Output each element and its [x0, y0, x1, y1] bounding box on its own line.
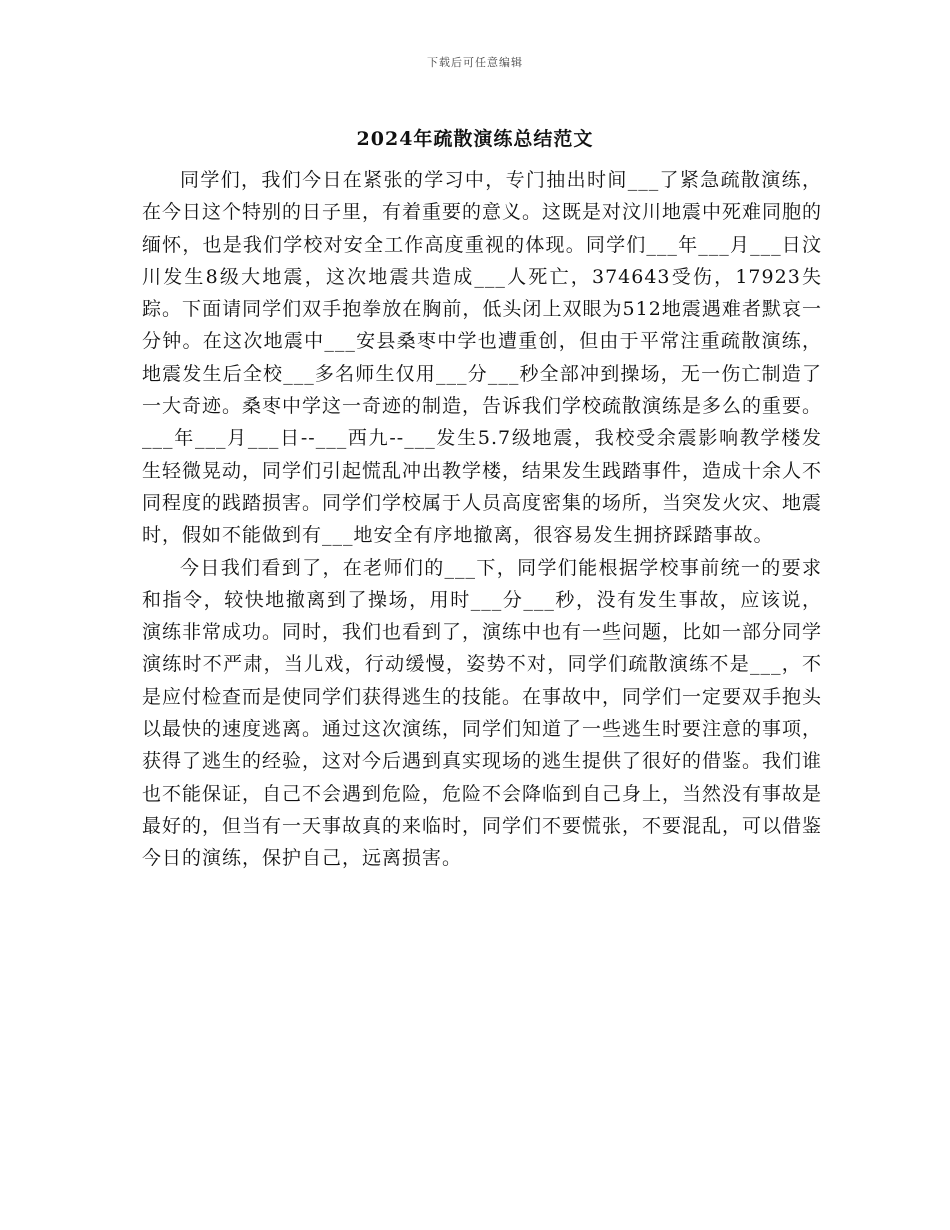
paragraph-1: 同学们，我们今日在紧张的学习中，专门抽出时间___了紧急疏散演练，在今日这个特别的日子里，有着重要的意义。这既是对汶川地震中死难同胞的缅怀，也是我们学校对安全工作高度重视的体现。同学们___年___月___日汶川发生8级大地震，这次地震共造成___人死亡，374643受伤，17923失踪。下面请同学们双手抱拳放在胸前，低头闭上双眼为512地震遇难者默哀一分钟。在这次地震中___安县桑枣中学也遭重创，但由于平常注重疏散演练，地震发生后全校___多名师生仅用___分___秒全部冲到操场，无一伤亡制造了一大奇迹。桑枣中学这一奇迹的制造，告诉我们学校疏散演练是多么的重要。___年___月___日--___西九--___发生5.7级地震，我校受余震影响教学楼发生轻微晃动，同学们引起慌乱冲出教学楼，结果发生践踏事件，造成十余人不同程度的践踏损害。同学们学校属于人员高度密集的场所，当突发火灾、地震时，假如不能做到有___地安全有序地撤离，很容易发生拥挤踩踏事故。 [142, 169, 823, 547]
document-body [142, 164, 822, 875]
document-title: 2024年疏散演练总结范文 [356, 128, 594, 150]
header-note: 下载后可任意编辑 [427, 56, 523, 69]
paragraph-2: 今日我们看到了，在老师们的___下，同学们能根据学校事前统一的要求和指令，较快地撤离到了操场，用时___分___秒，没有发生事故，应该说，演练非常成功。同时，我们也看到了，演练中也有一些问题，比如一部分同学演练时不严肃，当儿戏，行动缓慢，姿势不对，同学们疏散演练不是___，不是应付检查而是使同学们获得逃生的技能。在事故中，同学们一定要双手抱头以最快的速度逃离。通过这次演练，同学们知道了一些逃生时要注意的事项，获得了逃生的经验，这对今后遇到真实现场的逃生提供了很好的借鉴。我们谁也不能保证，自己不会遇到危险，危险不会降临到自己身上，当然没有事故是最好的，但当有一天事故真的来临时，同学们不要慌张，不要混乱，可以借鉴今日的演练，保护自己，远离损害。 [142, 556, 823, 870]
